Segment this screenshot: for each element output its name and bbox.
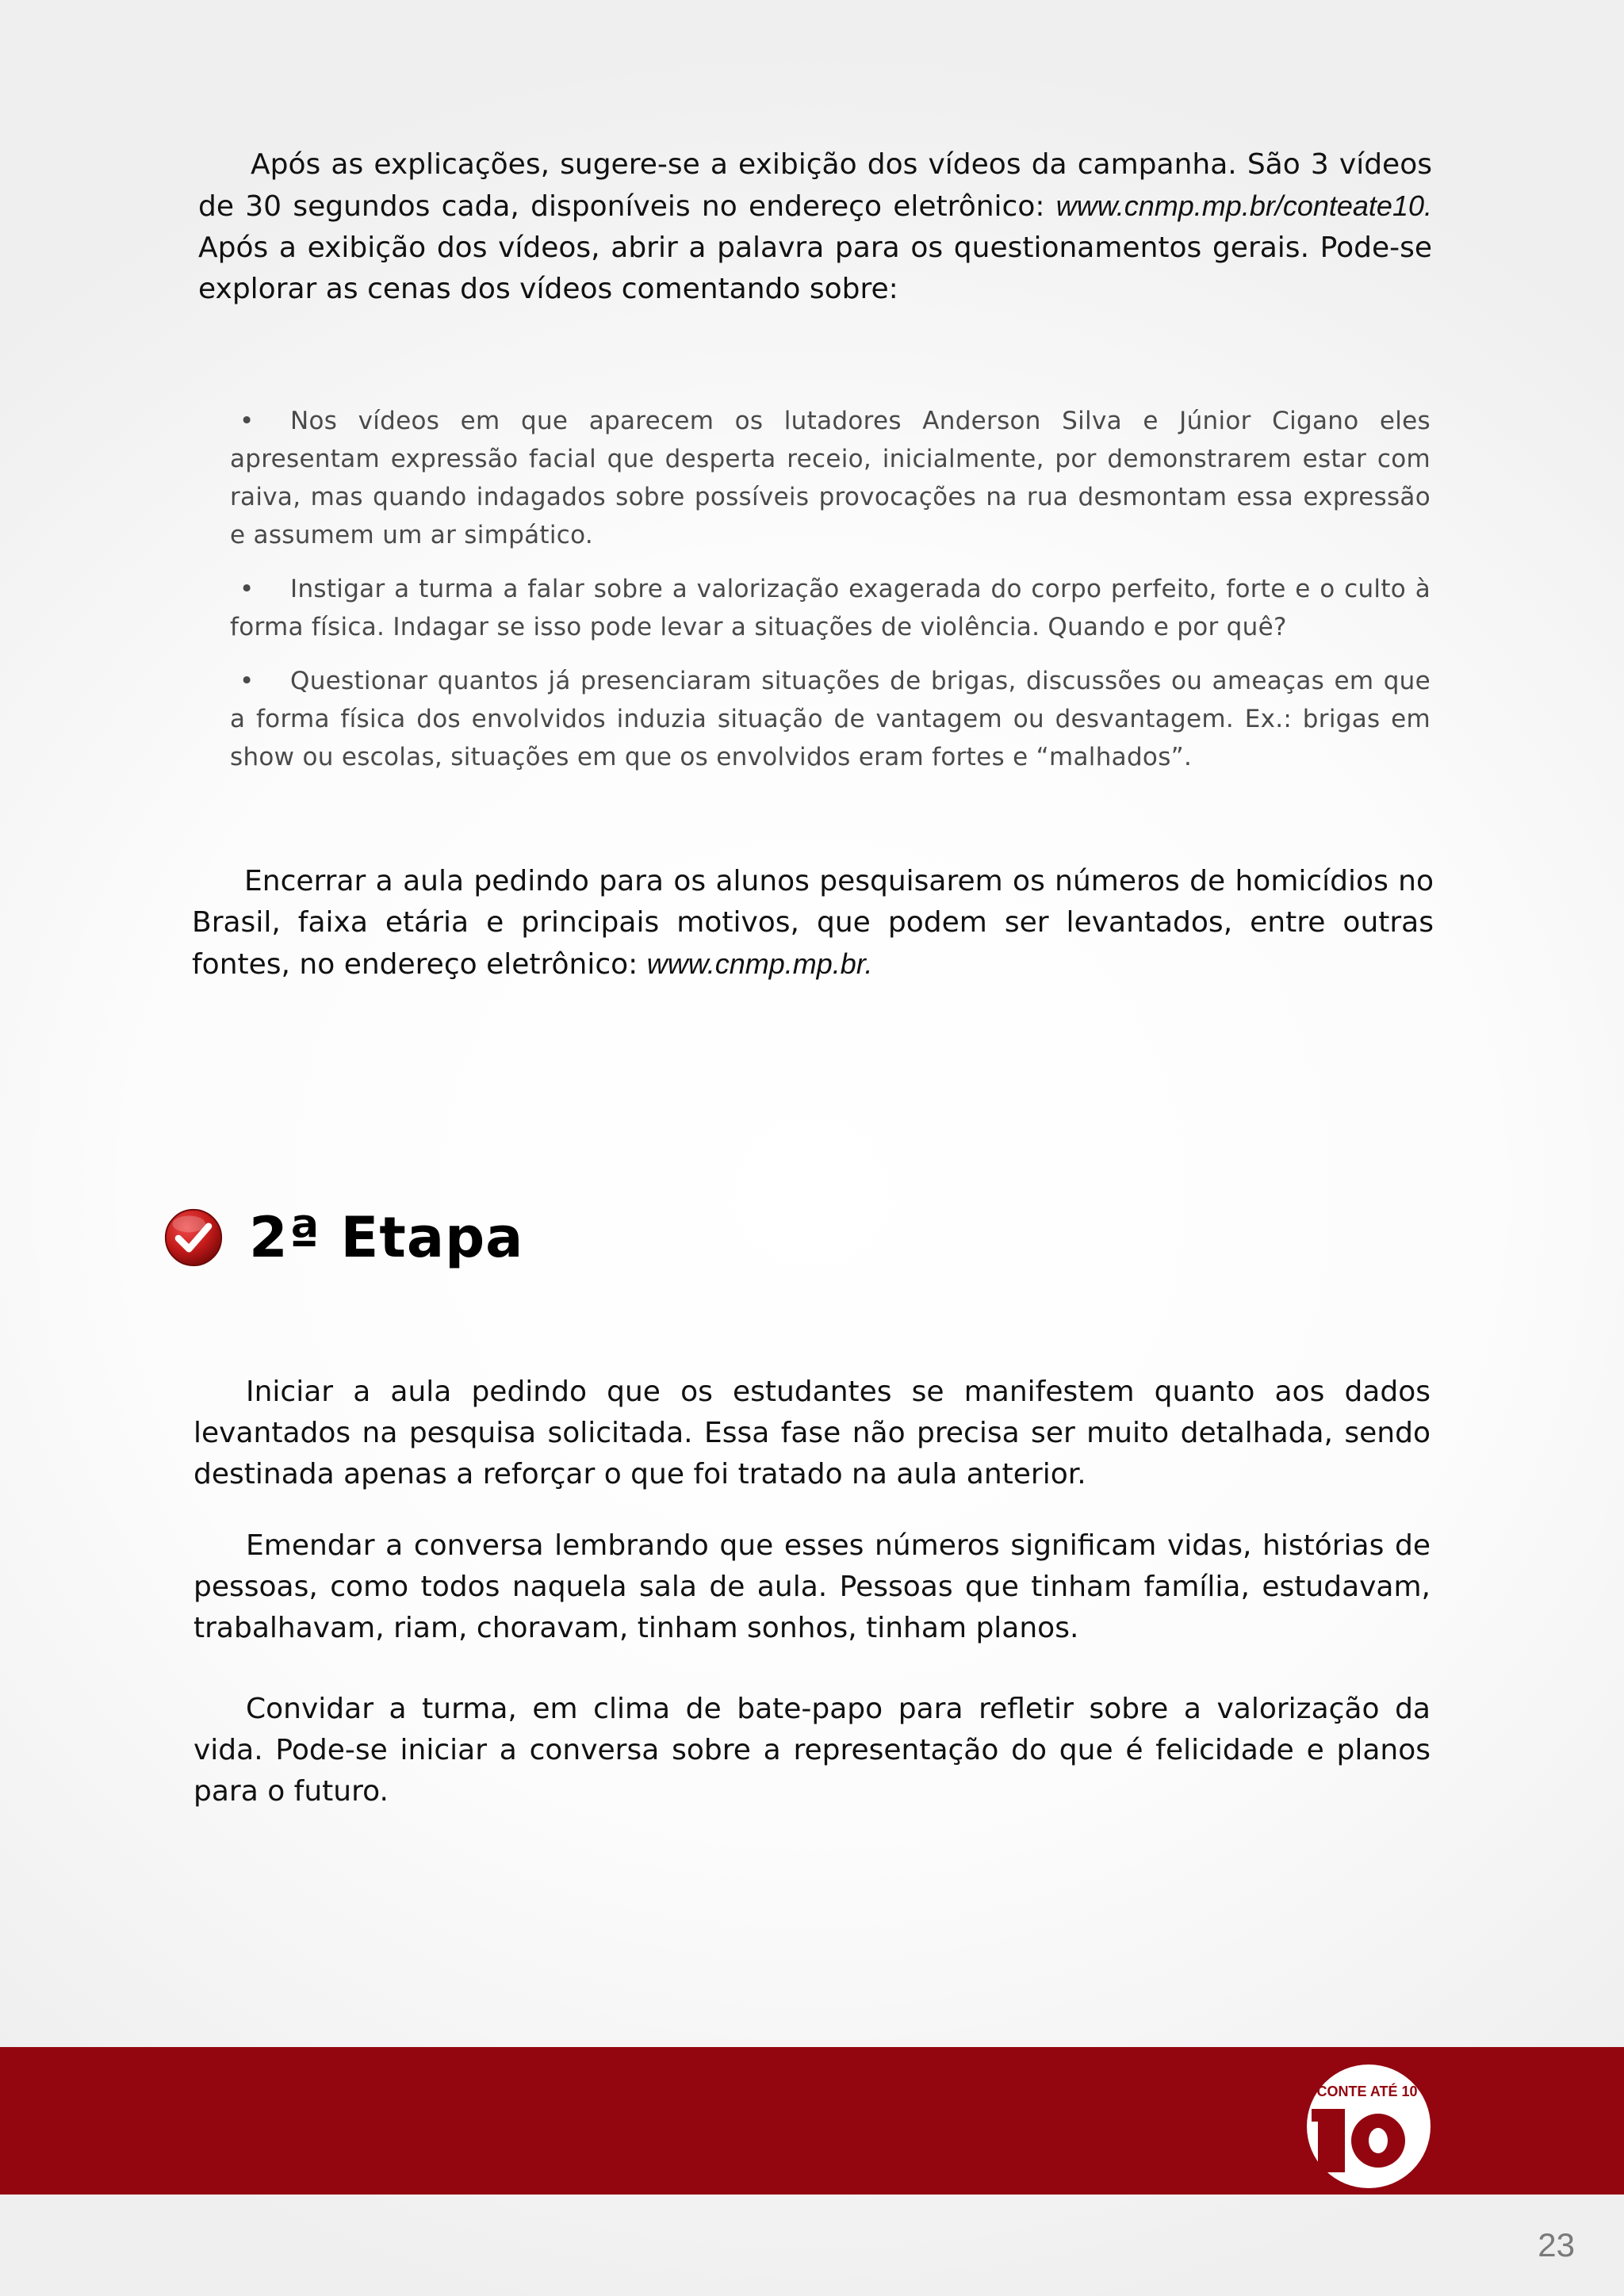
paragraph-text: Emendar a conversa lembrando que esses números significam vidas, histórias de pessoas, como todos naquela sala de aula. Pessoas que tinham família, estudavam, trabalhavam, riam, choravam, tinham sonhos, tinham planos. bbox=[193, 1529, 1431, 1644]
paragraph bbox=[193, 1372, 1431, 1495]
check-icon bbox=[163, 1207, 224, 1268]
bullet-icon: • bbox=[239, 407, 255, 435]
bullet-text: Questionar quantos já presenciaram situações de brigas, discussões ou ameaças em que a forma física dos envolvidos induzia situação de vantagem ou desvantagem. Ex.: brigas em show ou escolas, situações em que os envolvidos eram fortes e “malhados”. bbox=[230, 667, 1431, 771]
intro-paragraph bbox=[198, 144, 1432, 310]
bullet-text: Nos vídeos em que aparecem os lutadores Anderson Silva e Júnior Cigano eles apresentam expressão facial que desperta receio, inicialmente, por demonstrarem estar com raiva, mas quando indagados sobre possíveis provocações na rua desmontam essa expressão e assumem um ar simpático. bbox=[230, 407, 1431, 549]
discussion-bullet-list bbox=[230, 402, 1431, 776]
intro-text-end: Após a exibição dos vídeos, abrir a palavra para os questionamentos gerais. Pode-se explorar as cenas dos vídeos comentando sobre: bbox=[198, 232, 1432, 305]
bullet-icon: • bbox=[239, 667, 255, 695]
campaign-url[interactable]: www.cnmp.mp.br/conteate10. bbox=[1055, 189, 1432, 222]
list-item bbox=[230, 402, 1431, 554]
conte-ate-10-logo bbox=[1305, 2063, 1432, 2190]
closing-paragraph bbox=[192, 861, 1434, 985]
closing-text: Encerrar a aula pedindo para os alunos pesquisarem os números de homicídios no Brasil, faixa etária e principais motivos, que podem ser levantados, entre outras fontes, no endereço eletrônico: bbox=[192, 865, 1434, 981]
paragraph-text: Convidar a turma, em clima de bate-papo para refletir sobre a valorização da vida. Pode-se iniciar a conversa sobre a representação do que é felicidade e planos para o futuro. bbox=[193, 1693, 1431, 1808]
section-title: 2ª Etapa bbox=[249, 1205, 524, 1270]
paragraph-text: Iniciar a aula pedindo que os estudantes se manifestem quanto aos dados levantados na pesquisa solicitada. Essa fase não precisa ser muito detalhada, sendo destinada apenas a reforçar o que foi tratado na aula anterior. bbox=[193, 1376, 1431, 1490]
paragraph bbox=[193, 1525, 1431, 1649]
section-heading bbox=[163, 1202, 523, 1273]
intro-text-start: Após as explicações, sugere-se a exibição dos vídeos da campanha. São 3 vídeos de 30 segundos cada, disponíveis no endereço eletrônico: bbox=[198, 148, 1432, 223]
logo-text: CONTE ATÉ 10 bbox=[1316, 2084, 1418, 2099]
list-item bbox=[230, 570, 1431, 646]
cnmp-url[interactable]: www.cnmp.mp.br. bbox=[646, 947, 873, 980]
paragraph bbox=[193, 1689, 1431, 1812]
bullet-icon: • bbox=[239, 575, 255, 603]
bullet-text: Instigar a turma a falar sobre a valorização exagerada do corpo perfeito, forte e o culto à forma física. Indagar se isso pode levar a situações de violência. Quando e por quê? bbox=[230, 575, 1431, 641]
page-number: 23 bbox=[1538, 2226, 1575, 2263]
list-item bbox=[230, 662, 1431, 776]
